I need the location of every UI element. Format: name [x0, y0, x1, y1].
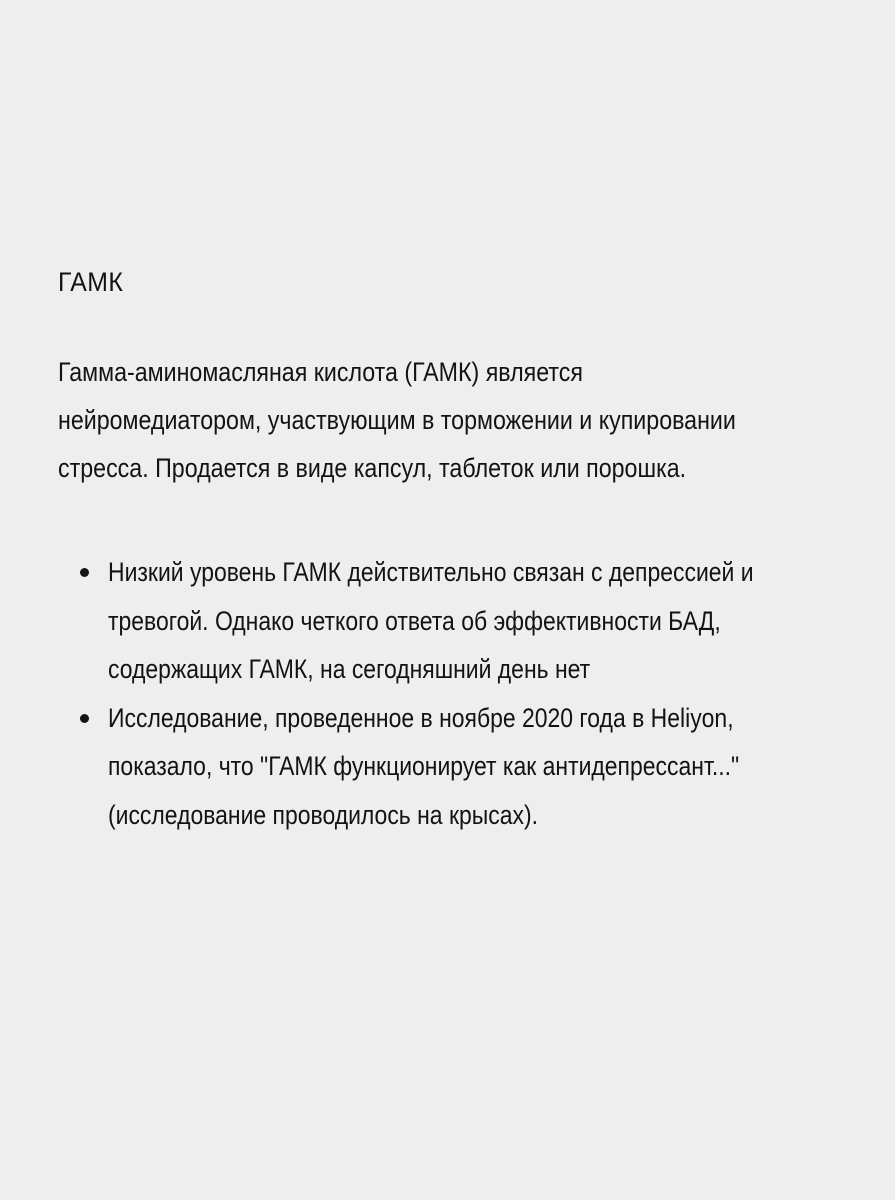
- list-item-text: Низкий уровень ГАМК действительно связан с депрессией и тревогой. Однако четкого ответа об эффективности БАД, содержащих ГАМК, на сегодняшний день нет: [108, 557, 754, 684]
- list-item-text: Исследование, проведенное в ноябре 2020 года в Heliyon, показало, что "ГАМК функционирует как антидепрессант..." (исследование проводилось на крысах).: [108, 702, 740, 830]
- bullet-list: [58, 548, 848, 839]
- bullet-icon: [80, 568, 89, 577]
- article-content: [58, 258, 848, 839]
- bullet-icon: [80, 714, 89, 723]
- intro-paragraph: Гамма-аминомасляная кислота (ГАМК) является нейромедиатором, участвующим в торможении и купировании стресса. Продается в виде капсул, таблеток или порошка.: [58, 357, 736, 483]
- page-title: ГАМК: [58, 267, 124, 297]
- list-item: [58, 694, 878, 840]
- list-item: [58, 548, 878, 694]
